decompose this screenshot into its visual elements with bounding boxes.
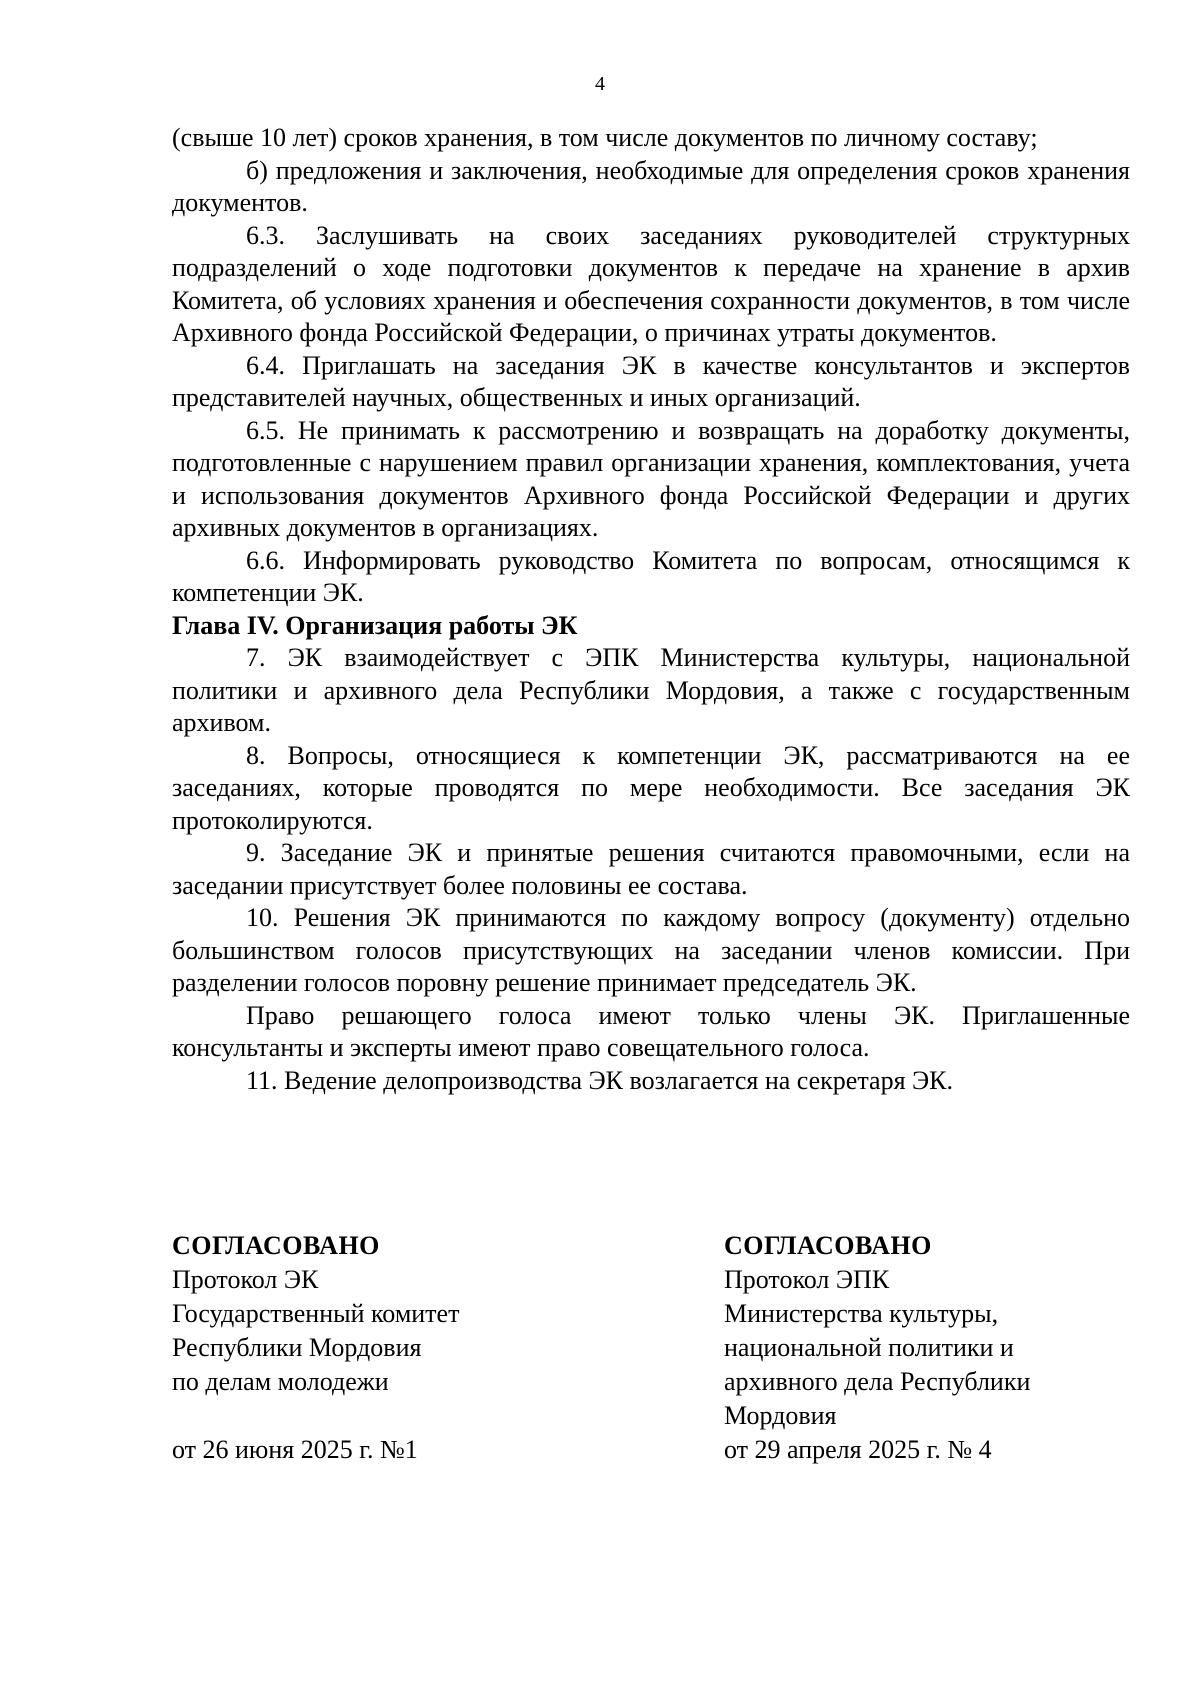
approval-date: от 26 июня 2025 г. №1 bbox=[172, 1435, 418, 1464]
paragraph-9: 9. Заседание ЭК и принятые решения считаются правомочными, если на заседании присутствует более половины ее состава. bbox=[172, 838, 1130, 900]
paragraph-retention-period: (свыше 10 лет) сроков хранения, в том числе документов по личному составу; bbox=[172, 123, 1038, 152]
paragraph-6-5: 6.5. Не принимать к рассмотрению и возвращать на доработку документы, подготовленные с нарушением правил организации хранения, комплектования, учета и использования документов Архивного фонда Российской Федерации и других архивных документов в организациях. bbox=[172, 415, 1130, 542]
approval-org-line: Мордовия bbox=[724, 1401, 837, 1430]
paragraph-7: 7. ЭК взаимодействует с ЭПК Министерства культуры, национальной политики и архивного дела Республики Мордовия, а также с государственным архивом. bbox=[172, 643, 1130, 737]
approval-spacer bbox=[172, 1399, 672, 1433]
approval-org-line: архивного дела Республики bbox=[724, 1367, 1031, 1396]
approval-heading: СОГЛАСОВАНО bbox=[724, 1231, 932, 1260]
approval-block-left bbox=[172, 1229, 672, 1467]
paragraph-10: 10. Решения ЭК принимаются по каждому вопросу (документу) отдельно большинством голосов присутствующих на заседании членов комиссии. При разделении голосов поровну решение принимает председатель ЭК. bbox=[172, 903, 1130, 997]
approval-protocol: Протокол ЭПК bbox=[724, 1265, 890, 1294]
chapter-heading: Глава IV. Организация работы ЭК bbox=[172, 610, 578, 640]
paragraph-voting-right: Право решающего голоса имеют только члены ЭК. Приглашенные консультанты и эксперты имеют право совещательного голоса. bbox=[172, 1000, 1130, 1062]
paragraph-11: 11. Ведение делопроизводства ЭК возлагается на секретаря ЭК. bbox=[246, 1065, 954, 1095]
paragraph-proposals: б) предложения и заключения, необходимые для определения сроков хранения документов. bbox=[172, 155, 1130, 217]
paragraph-6-6: 6.6. Информировать руководство Комитета по вопросам, относящимся к компетенции ЭК. bbox=[172, 545, 1130, 607]
approval-org-line: национальной политики и bbox=[724, 1333, 1014, 1362]
approval-heading: СОГЛАСОВАНО bbox=[172, 1231, 380, 1260]
page-number: 4 bbox=[595, 73, 605, 95]
approval-org-line: Республики Мордовия bbox=[172, 1333, 422, 1362]
approval-org-line: Государственный комитет bbox=[172, 1299, 460, 1328]
approval-protocol: Протокол ЭК bbox=[172, 1265, 319, 1294]
approval-org-line: Министерства культуры, bbox=[724, 1299, 999, 1328]
approval-block-right bbox=[724, 1229, 1144, 1467]
approval-org-line: по делам молодежи bbox=[172, 1367, 389, 1396]
paragraph-6-3: 6.3. Заслушивать на своих заседаниях руководителей структурных подразделений о ходе подготовки документов к передаче на хранение в архив Комитета, об условиях хранения и обеспечения сохранности документов, в том числе Архивного фонда Российской Федерации, о причинах утраты документов. bbox=[172, 220, 1130, 347]
approval-date: от 29 апреля 2025 г. № 4 bbox=[724, 1435, 992, 1464]
document-body bbox=[172, 122, 1130, 1097]
paragraph-8: 8. Вопросы, относящиеся к компетенции ЭК, рассматриваются на ее заседаниях, которые проводятся по мере необходимости. Все заседания ЭК протоколируются. bbox=[172, 740, 1130, 835]
paragraph-6-4: 6.4. Приглашать на заседания ЭК в качестве консультантов и экспертов представителей научных, общественных и иных организаций. bbox=[172, 350, 1130, 412]
